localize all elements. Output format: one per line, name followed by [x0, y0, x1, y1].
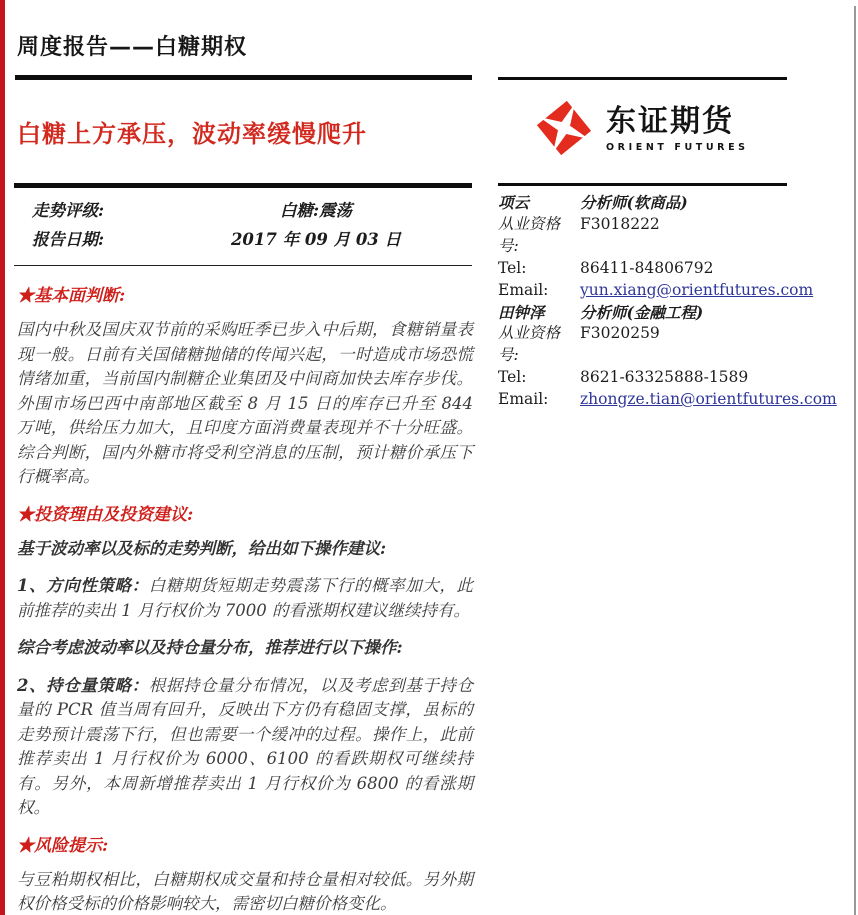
report-date-label: 报告日期:: [32, 230, 105, 249]
analyst-name: 田钟泽: [498, 302, 545, 322]
directional-strategy-paragraph: [17, 574, 473, 623]
analyst-title: 分析师(金融工程): [580, 302, 704, 322]
paragraph-text: 根据持仓量分布情况，以及考虑到基于持仓量的 PCR 值当周有回升，反映出下方仍有稳固支撑，虽标的走势预计震荡下行，但也需要一个缓冲的过程。操作上，此前推荐卖出 1 月行权价为 6000、6100 的看跌期权可继续持有。另外，本周新增推荐卖出 1 月行权价为 6800 的看涨期权。: [17, 675, 474, 817]
brand-name-cn: 东证期货: [606, 103, 734, 139]
paragraph-text: 白糖期货短期走势震荡下行的概率加大，此前推荐的卖出 1 月行权价为 7000 的看涨期权建议继续持有。: [17, 576, 474, 620]
tel-label: Tel:: [498, 258, 527, 277]
tel-number: 86411-84806792: [580, 258, 714, 277]
logo-top-rule: [498, 77, 787, 80]
analyst-tel-row: [498, 367, 794, 389]
analyst-name-row: [498, 192, 794, 214]
right-page-rule: [854, 6, 856, 915]
left-red-edge-bar: [0, 0, 5, 915]
email-link[interactable]: yun.xiang@orientfutures.com: [580, 280, 814, 299]
section-heading-risk: ★风险提示:: [17, 835, 109, 856]
volatility-note-paragraph: [17, 636, 473, 661]
rating-row-date: [14, 225, 472, 254]
recommendation-intro: [17, 537, 473, 562]
analyst-name-row: [498, 302, 794, 324]
analyst-email-row: [498, 280, 814, 302]
trend-rating-label: 走势评级:: [32, 201, 105, 220]
report-body: [17, 284, 473, 915]
kicker-underline: [15, 75, 472, 80]
report-date-value: 2017 年 09 月 03 日: [230, 230, 402, 249]
rating-row-trend: [14, 196, 472, 225]
rating-table: [14, 183, 472, 266]
brand-name-en: ORIENT FUTURES: [606, 141, 749, 153]
paragraph-lead: 综合考虑波动率以及持仓量分布，推荐进行以下操作:: [17, 638, 403, 657]
email-label: Email:: [498, 280, 549, 299]
orient-diamond-icon: [536, 96, 592, 160]
paragraph-text: 与豆粕期权相比，白糖期权成交量和持仓量相对较低。另外期权价格受标的价格影响较大，需密切白糖价格变化。: [17, 869, 473, 913]
analyst-name: 项云: [498, 193, 530, 212]
tel-label: Tel:: [498, 368, 527, 387]
analyst-tel-row: [498, 258, 794, 280]
fundamentals-paragraph: [17, 318, 473, 490]
cert-number: F3020259: [580, 324, 660, 343]
brand-logo: [536, 96, 749, 160]
open-interest-strategy-paragraph: [17, 674, 473, 821]
paragraph-lead: 2、持仓量策略：: [17, 675, 149, 695]
risk-paragraph: [17, 868, 473, 915]
analyst-title: 分析师(软商品): [580, 193, 688, 212]
brand-logo-text: [606, 104, 749, 153]
analyst-cert-row: [498, 214, 794, 258]
cert-label: 从业资格号:: [498, 214, 561, 255]
trend-rating-value: 白糖:震荡: [279, 201, 353, 220]
cert-label: 从业资格号:: [498, 324, 561, 365]
paragraph-lead: 1、方向性策略：: [17, 576, 149, 595]
tel-number: 8621-63325888-1589: [580, 368, 749, 387]
section-heading-fundamentals: ★基本面判断:: [17, 286, 126, 306]
email-label: Email:: [498, 390, 549, 409]
analyst-contact-block: [498, 192, 837, 411]
paragraph-text: 国内中秋及国庆双节前的采购旺季已步入中后期，食糖销量表现一般。日前有关国储糖抛储的传闻兴起，一时造成市场恐慌情绪加重，当前国内制糖企业集团及中间商加快去库存步伐。外围市场巴西中南部地区截至 8 月 15 日的库存已升至 844 万吨，供给压力加大，且印度方面消费量表现并不十分旺盛。综合判断，国内外糖市将受利空消息的压制，预计糖价承压下行概率高。: [17, 320, 473, 486]
analyst-cert-row: [498, 323, 794, 367]
email-link[interactable]: zhongze.tian@orientfutures.com: [580, 390, 837, 409]
paragraph-lead: 基于波动率以及标的走势判断，给出如下操作建议:: [17, 538, 387, 558]
analyst-email-row: [498, 389, 837, 411]
report-title: 白糖上方承压，波动率缓慢爬升: [17, 120, 367, 148]
report-kicker: 周度报告——白糖期权: [17, 35, 248, 60]
cert-number: F3018222: [580, 214, 660, 233]
section-heading-recommendation: ★投资理由及投资建议:: [17, 504, 194, 525]
logo-bottom-rule: [498, 183, 787, 186]
